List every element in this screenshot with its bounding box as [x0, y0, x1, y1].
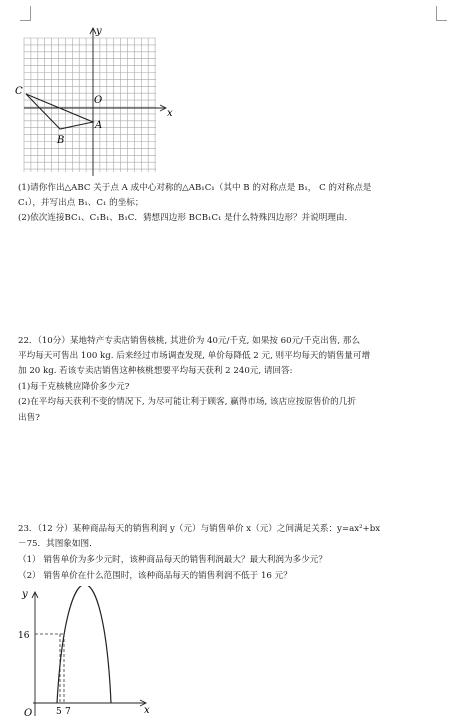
- triangle-abc: [26, 94, 93, 129]
- page-corner-mark-right: [436, 6, 447, 21]
- origin-label: O: [24, 708, 33, 719]
- q22-line1: 22．（10分）某地特产专卖店销售核桃, 其进价为 40元/千克, 如果按 60元/千克出售, 那么: [18, 336, 361, 346]
- point-label-c: C: [15, 86, 23, 97]
- q23-line2: －75．其图象如图．: [18, 539, 98, 549]
- x-tick-5: 5: [56, 707, 62, 717]
- origin-label: O: [94, 95, 103, 106]
- axis-label-y: y: [96, 26, 102, 37]
- q22-line6: 出售?: [18, 413, 40, 423]
- q23-line1: 23．（12 分）某种商品每天的销售利润 y（元）与销售单价 x（元）之间满足关系：y=ax²+bx: [18, 524, 381, 534]
- parabola-graph-figure: [14, 586, 164, 720]
- q21-part1-line2: C₁），并写出点 B₁、C₁ 的坐标；: [18, 198, 144, 208]
- axis-label-y: y: [22, 589, 28, 600]
- q22-line3: 加 20 kg. 若该专卖店销售这种核桃想要平均每天获利 2 240元, 请回答:: [18, 366, 293, 376]
- parabola-curve: [57, 586, 111, 703]
- q22-line4: (1)每千克核桃应降价多少元?: [18, 382, 130, 392]
- axis-label-x: x: [167, 108, 173, 119]
- page-corner-mark-left: [20, 6, 31, 21]
- x-tick-7: 7: [65, 707, 71, 717]
- q22-line2: 平均每天可售出 100 kg. 后来经过市场调查发现, 单价每降低 2 元, 则平均每天的销售量可增: [18, 351, 371, 361]
- point-label-a: A: [95, 120, 103, 131]
- axes: [32, 592, 146, 716]
- y-tick-16: 16: [18, 631, 30, 641]
- q21-part2-line1: (2)依次连接BC₁、C₁B₁、B₁C．猜想四边形 BCB₁C₁ 是什么特殊四边形？并说明理由．: [18, 213, 354, 223]
- q21-part1-line1: (1)请你作出△ABC 关于点 A 成中心对称的△AB₁C₁（其中 B 的对称点是 B₁， C 的对称点是: [18, 183, 372, 193]
- q23-line3: （1） 销售单价为多少元时，该种商品每天的销售利润最大？最大利润为多少元？: [18, 555, 327, 565]
- axis-label-x: x: [144, 705, 150, 716]
- point-label-b: B: [57, 135, 65, 146]
- grid-lines: [24, 38, 156, 172]
- coordinate-grid-figure: [14, 22, 184, 182]
- q23-line4: （2） 销售单价在什么范围时，该种商品每天的销售利润不低于 16 元？: [18, 571, 292, 581]
- q22-line5: (2)在平均每天获利不变的情况下, 为尽可能让利于顾客, 赢得市场, 该店应按原售价的几折: [18, 397, 356, 407]
